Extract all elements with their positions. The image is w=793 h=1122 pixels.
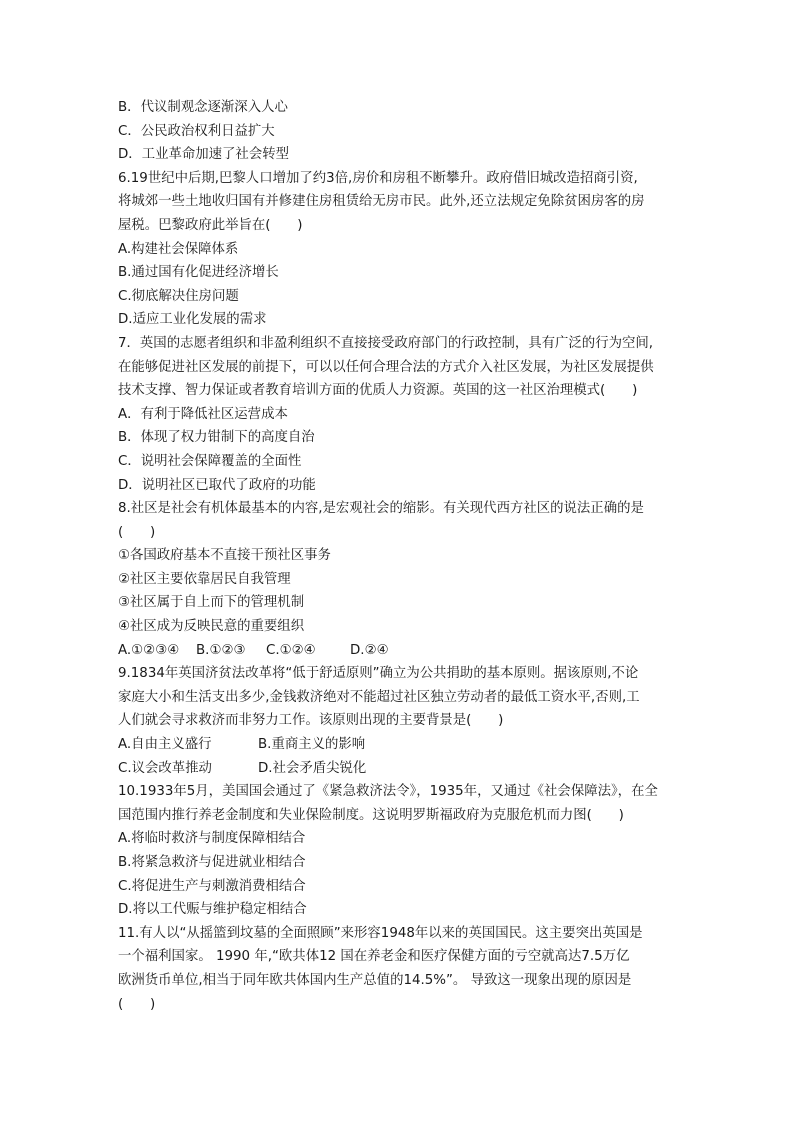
text-line: D.适应工业化发展的需求: [118, 312, 267, 328]
q9-option-a: A.自由主义盛行: [118, 737, 212, 753]
q8-option-d: D.②④: [350, 642, 389, 658]
text-line: 10.1933年5月，美国国会通过了《紧急救济法令》，1935年，又通过《社会保障法》，在全: [118, 784, 658, 800]
text-line: C．公民政治权利日益扩大: [118, 123, 275, 139]
text-line: 国范围内推行养老金制度和失业保险制度。这说明罗斯福政府为克服危机而力图( ): [118, 807, 624, 823]
text-line: B．代议制观念逐渐深入人心: [118, 100, 288, 115]
q9-options-row2: [118, 757, 678, 781]
text-line: 人们就会寻求救济而非努力工作。该原则出现的主要背景是( ): [118, 713, 504, 729]
text-line: A.构建社会保障体系: [118, 241, 239, 257]
q9-option-b: B.重商主义的影响: [258, 737, 366, 753]
text-line: 技术支撑、智力保证或者教育培训方面的优质人力资源。英国的这一社区治理模式( ): [118, 383, 638, 399]
question-content: [118, 96, 678, 1016]
text-line: B.通过国有化促进经济增长: [118, 265, 279, 281]
text-line: 6.19世纪中后期,巴黎人口增加了约3倍,房价和房租不断攀升。政府借旧城改造招商引资,: [118, 170, 638, 186]
text-line: 欧洲货币单位,相当于同年欧共体国内生产总值的14.5%”。 导致这一现象出现的原因是: [118, 972, 632, 988]
text-line: 8.社区是社会有机体最基本的内容,是宏观社会的缩影。有关现代西方社区的说法正确的是: [118, 501, 644, 517]
text-line: 家庭大小和生活支出多少,金钱救济绝对不能超过社区独立劳动者的最低工资水平,否则,工: [118, 689, 640, 705]
text-line: 屋税。巴黎政府此举旨在( ): [118, 217, 303, 233]
text-line: C.彻底解决住房问题: [118, 288, 239, 304]
text-line: D．说明社区已取代了政府的功能: [118, 477, 316, 493]
text-line: A．有利于降低社区运营成本: [118, 406, 288, 422]
text-line: 11.有人以“从摇篮到坟墓的全面照顾”来形容1948年以来的英国国民。这主要突出英国是: [118, 925, 643, 941]
q8-option-b: B.①②③: [196, 642, 246, 658]
text-line: ③社区属于自上而下的管理机制: [118, 595, 305, 611]
q9-option-d: D.社会矛盾尖锐化: [258, 760, 367, 776]
q9-option-c: C.议会改革推动: [118, 760, 212, 776]
text-line: ( ): [118, 996, 156, 1012]
text-line: ①各国政府基本不直接干预社区事务: [118, 548, 331, 564]
text-line: B．体现了权力钳制下的高度自治: [118, 430, 315, 446]
text-line: C．说明社会保障覆盖的全面性: [118, 453, 302, 469]
q8-option-c: C.①②④: [266, 642, 316, 658]
q9-options-row1: [118, 733, 678, 757]
text-line: C.将促进生产与刺激消费相结合: [118, 878, 306, 894]
text-line: D.将以工代赈与维护稳定相结合: [118, 902, 307, 918]
text-line: D．工业革命加速了社会转型: [118, 147, 289, 163]
text-line: B.将紧急救济与促进就业相结合: [118, 855, 306, 870]
q8-option-a: A.①②③④: [118, 642, 180, 658]
text-line: ( ): [118, 524, 156, 540]
text-line: ②社区主要依靠居民自我管理: [118, 571, 291, 587]
text-line: 7．英国的志愿者组织和非盈利组织不直接接受政府部门的行政控制，具有广泛的行为空间,: [118, 335, 654, 351]
text-line: 9.1834年英国济贫法改革将“低于舒适原则”确立为公共捐助的基本原则。据该原则,不论: [118, 666, 639, 682]
text-line: A.将临时救济与制度保障相结合: [118, 831, 306, 847]
q8-options: [118, 639, 678, 663]
text-line: ④社区成为反映民意的重要组织: [118, 619, 305, 635]
text-line: 一个福利国家。 1990 年,“欧共体12 国在养老金和医疗保健方面的亏空就高达7.5万亿: [118, 949, 630, 965]
text-line: 将城郊一些土地收归国有并修建住房租赁给无房市民。此外,还立法规定免除贫困房客的房: [118, 194, 645, 210]
text-line: 在能够促进社区发展的前提下，可以以任何合理合法的方式介入社区发展，为社区发展提供: [118, 359, 654, 375]
